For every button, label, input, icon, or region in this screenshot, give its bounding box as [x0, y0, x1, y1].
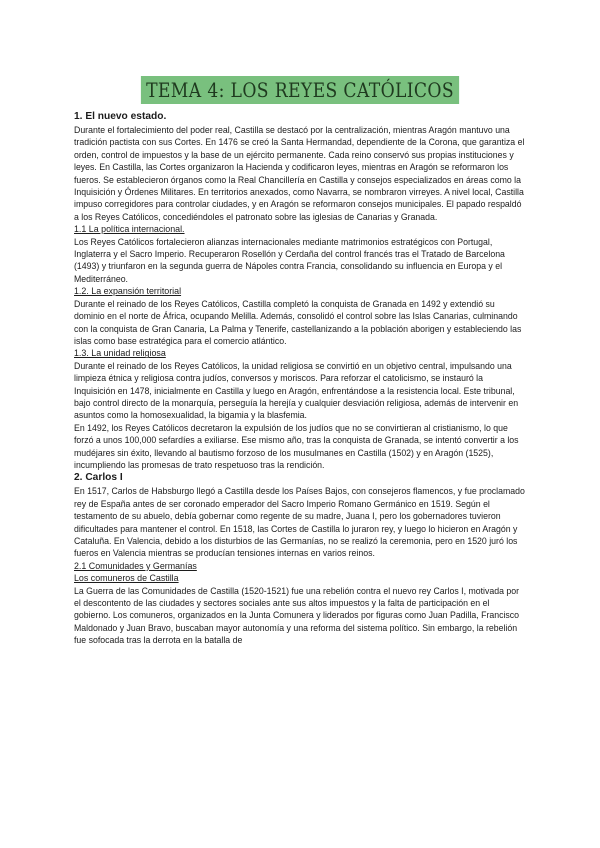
subsection-heading-1-2: 1.2. La expansión territorial [74, 286, 182, 297]
subsection-text-2-1: La Guerra de las Comunidades de Castilla (1520-1521) fue una rebelión contra el nuevo rey Carlos I, motivada por el descontento de las ciudades y sectores sociales ante sus altos impuestos y la falta de participación en el gobierno. Los comuneros, organizados en la Junta Comunera y liderados por figuras como Juan Padilla, Francisco Maldonado y Juan Bravo, buscaban mayor autonomía y una reforma del sistema político. Sin embargo, la rebelión fue sofocada tras la derrota en la batalla de [74, 585, 520, 646]
subsection-text-1-3a: Durante el reinado de los Reyes Católicos, la unidad religiosa se convirtió en un objetivo central, impulsando una limpieza étnica y religiosa contra judíos, conversos y moriscos. Para reforzar el catolicismo, se instauró la Inquisición en 1478, inicialmente en Castilla y luego en Aragón, enfrentándose a la resistencia local. Este tribunal, bajo control directo de la monarquía, perseguía la herejía y cualquier desviación religiosa, además de intervenir en asuntos como la homosexualidad, la bigamia y la blasfemia. [74, 360, 519, 421]
subsection-text-1-3b: En 1492, los Reyes Católicos decretaron la expulsión de los judíos que no se convirtieran al cristianismo, lo que forzó a unos 100,000 sefardíes a exiliarse. Ese mismo año, tras la conquista de Granada, se intentó convertir a los mudéjares sin éxito, llevando al bautismo forzoso de los musulmanes en Castilla (1502) y en Aragón (1525), incumpliendo las promesas de trato respetuoso tras la rendición. [74, 422, 519, 470]
subsection-heading-2-1: 2.1 Comunidades y Germanías [74, 560, 197, 571]
subsection-subheading-2-1: Los comuneros de Castilla [74, 573, 179, 584]
section-heading-1: 1. El nuevo estado. [74, 111, 167, 122]
section-text-1: Durante el fortalecimiento del poder real, Castilla se destacó por la centralización, mientras Aragón mantuvo una tradición pactista con sus Cortes. En 1476 se creó la Santa Hermandad, dependiente de la Corona, que garantiza el orden, control de impuestos y la base de un ejército permanente. Cada reino conservó sus propias instituciones y leyes. En Castilla, las Cortes organizaron la Hacienda y codificaron leyes, mientras en Aragón se reformaron los fueros. Se establecieron órganos como la Real Chancillería en Castilla y consejos especializados en áreas como la Inquisición y Órdenes Militares. En territorios anexados, como Navarra, se nombraron virreyes. A nivel local, Castilla impuso corregidores para controlar ciudades, y en Aragón se reformaron consejos municipales. El papado respaldó a los Reyes Católicos, concediéndoles el patronato sobre las iglesias de Canarias y Granada. [74, 125, 525, 222]
title-wrap [74, 76, 526, 104]
subsection-text-1-1: Los Reyes Católicos fortalecieron alianzas internacionales mediante matrimonios estratégicos con Portugal, Inglaterra y el Sacro Imperio. Recuperaron Rosellón y Cerdaña del control francés tras el Tratado de Barcelona (1493) y triunfaron en la segunda guerra de Nápoles contra Francia, consolidando su influencia en Europa y el Mediterráneo. [74, 236, 505, 284]
section-heading-2: 2. Carlos I [74, 472, 123, 484]
section-text-2: En 1517, Carlos de Habsburgo llegó a Castilla desde los Países Bajos, con consejeros flamencos, y fue proclamado rey de España antes de ser coronado emperador del Sacro Imperio Romano Germánico en 1519. Según el testamento de su abuelo, debía gobernar como regente de su madre, Juana I, pero los gobernadores tuvieron dificultades para mantener el control. En 1518, las Cortes de Castilla lo juraron rey, y luego lo hicieron en Aragón y Cataluña. En Valencia, debido a los disturbios de las Germanías, no se realizó la ceremonia, pero en 1520 juró los fueros en Valencia mientras se producían tensiones internas en varios reinos. [74, 486, 525, 559]
page-title: TEMA 4: LOS REYES CATÓLICOS [141, 76, 459, 104]
subsection-heading-1-1: 1.1 La política internacional. [74, 224, 185, 235]
subsection-heading-1-3: 1.3. La unidad religiosa [74, 348, 166, 359]
subsection-text-1-2: Durante el reinado de los Reyes Católicos, Castilla completó la conquista de Granada en 1492 y extendió su dominio en el norte de África, ocupando Melilla. Además, consolidó el control sobre las Islas Canarias, culminando con la conquista de Gran Canaria, La Palma y Tenerife, castellanizando a la población aborigen y estableciendo las islas como base estratégica para el comercio atlántico. [74, 298, 522, 346]
